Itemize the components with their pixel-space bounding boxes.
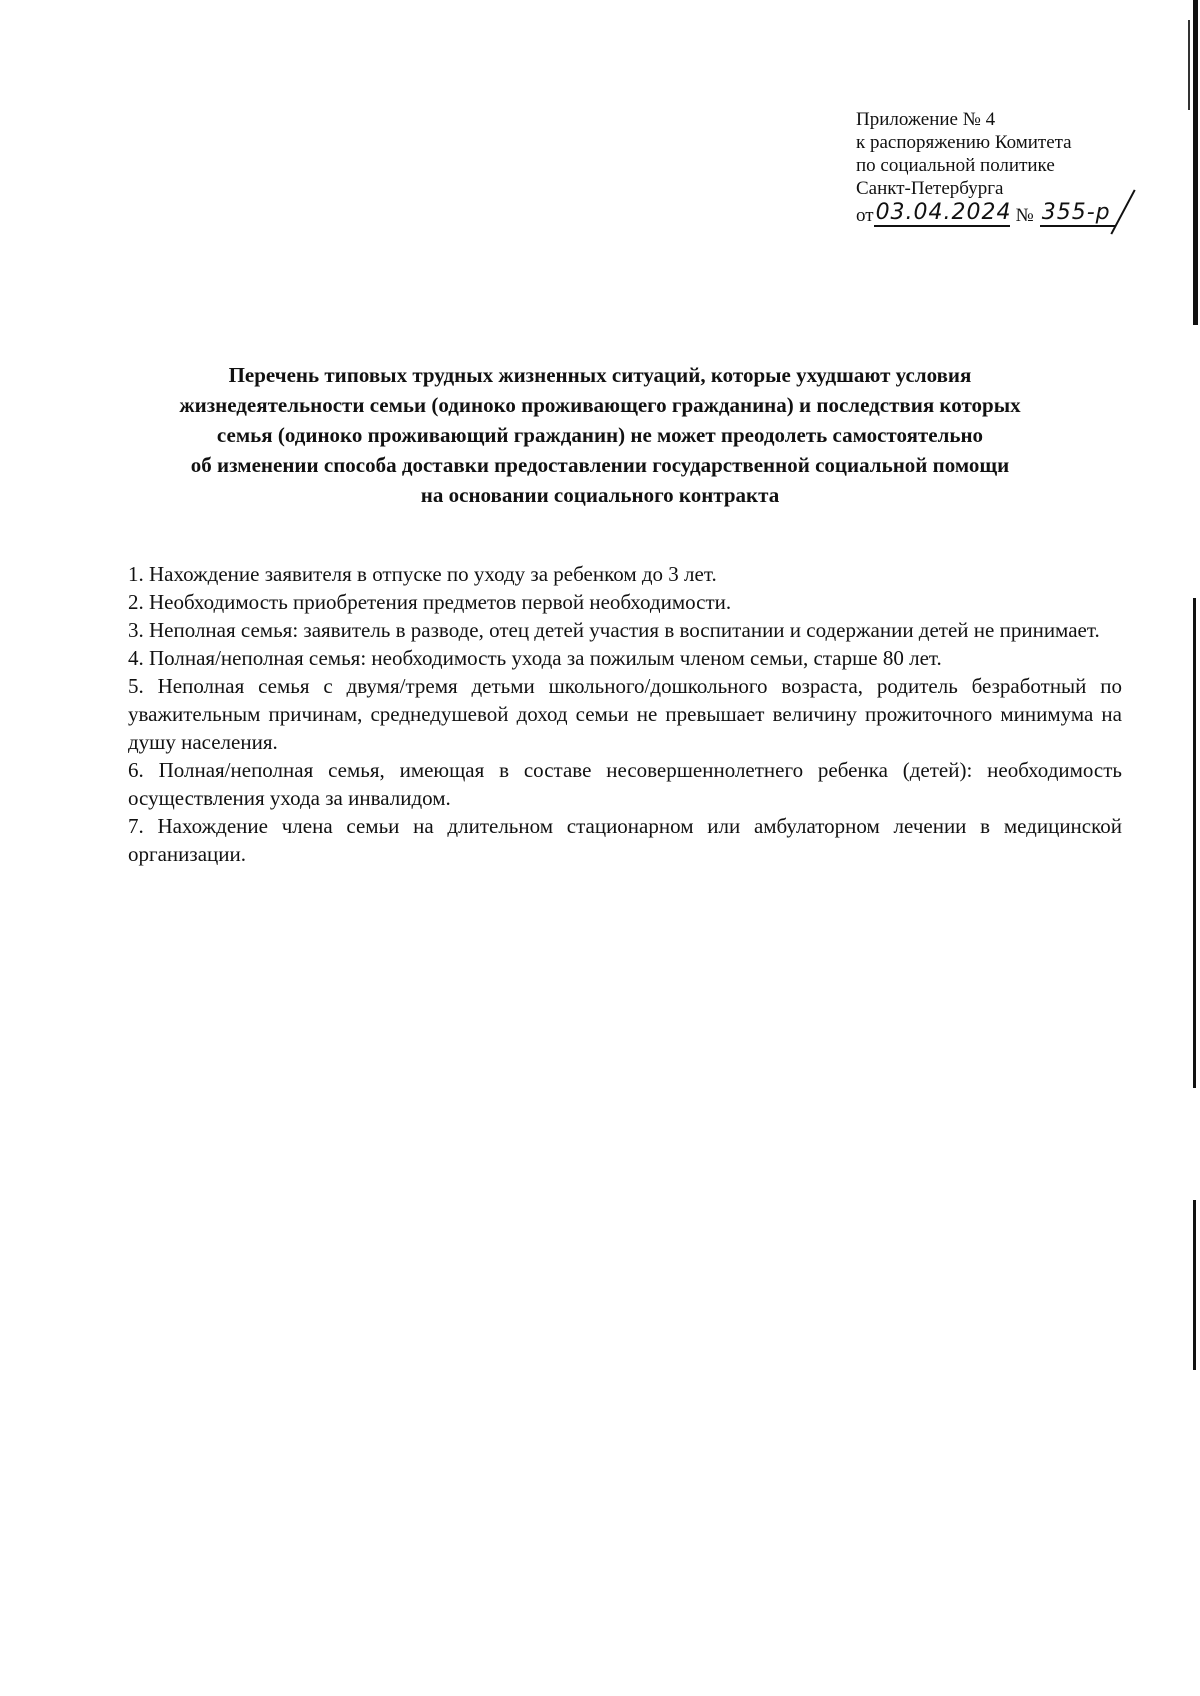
title-line: Перечень типовых трудных жизненных ситуаций, которые ухудшают условия [228, 363, 972, 387]
list-item: 7. Нахождение члена семьи на длительном стационарном или амбулаторном лечении в медицинской организации. [128, 814, 1122, 866]
scan-edge-mark [1193, 1200, 1196, 1370]
number-label: № [1015, 205, 1034, 226]
appendix-committee: по социальной политике [856, 155, 1055, 176]
document-title [100, 360, 1100, 510]
list-item: 6. Полная/неполная семья, имеющая в составе несовершеннолетнего ребенка (детей): необходимость осуществления ухода за инвалидом. [128, 758, 1122, 810]
title-line: на основании социального контракта [420, 483, 780, 507]
title-line: об изменении способа доставки предоставлении государственной социальной помощи [190, 453, 1010, 477]
list-item: 2. Необходимость приобретения предметов первой необходимости. [128, 590, 732, 614]
appendix-number: Приложение № 4 [856, 109, 996, 130]
list-item: 1. Нахождение заявителя в отпуске по уходу за ребенком до 3 лет. [128, 562, 717, 586]
title-line: жизнедеятельности семьи (одиноко проживающего гражданина) и последствия которых [179, 393, 1021, 417]
from-label: от [856, 205, 874, 226]
title-line: семья (одиноко проживающий гражданин) не может преодолеть самостоятельно [216, 423, 984, 447]
scan-edge-mark [1193, 0, 1198, 325]
appendix-date-number [856, 201, 1156, 227]
scan-edge-mark [1193, 598, 1196, 1088]
handwritten-number-text: 355-р [1041, 200, 1111, 225]
appendix-city: Санкт-Петербурга [856, 178, 1004, 199]
handwritten-date: 03.04.2024 [875, 200, 1012, 225]
scan-edge-tick [1188, 20, 1190, 110]
list-item: 5. Неполная семья с двумя/тремя детьми школьного/дошкольного возраста, родитель безработный по уважительным причинам, среднедушевой доход семьи не превышает величину прожиточного минимума на душу населения. [128, 674, 1122, 754]
list-item: 3. Неполная семья: заявитель в разводе, отец детей участия в воспитании и содержании детей не принимает. [128, 618, 1100, 642]
situations-list [128, 560, 1122, 868]
list-item: 4. Полная/неполная семья: необходимость ухода за пожилым членом семьи, старше 80 лет. [128, 646, 942, 670]
appendix-order-ref: к распоряжению Комитета [856, 132, 1072, 153]
appendix-header [856, 108, 1156, 227]
handwritten-number [1040, 201, 1116, 227]
